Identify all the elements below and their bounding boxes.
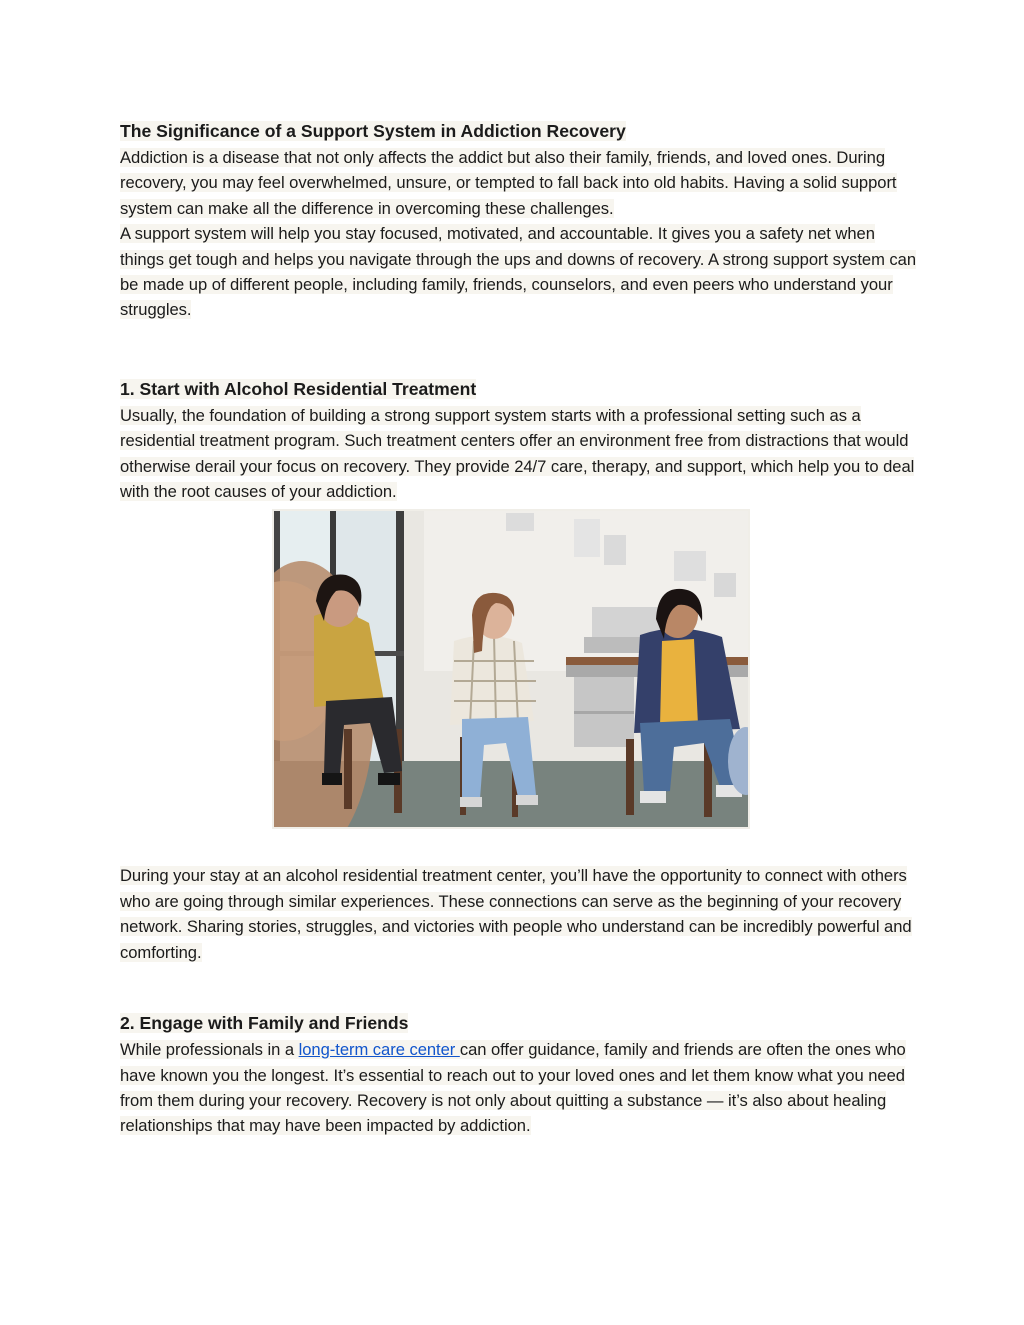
paragraph-residential-treatment: Usually, the foundation of building a strong support system starts with a professional setting such as a residential treatment program. Such treatment centers offer an environment free from distractions that would otherwise derail your focus on recovery. They provide 24/7 care, therapy, and support, which help you to deal with the root causes of your addiction. [120, 405, 915, 502]
paragraph-recovery-network: During your stay at an alcohol residential treatment center, you’ll have the opportunity to connect with others who are going through similar experiences. These connections can serve as the beginning of your recovery network. Sharing stories, struggles, and victories with people who understand can be incredibly powerful and comforting. [120, 866, 912, 962]
document-page [120, 118, 920, 1139]
long-term-care-center-link[interactable]: long-term care center [298, 1040, 460, 1060]
paragraph-intro: Addiction is a disease that not only affects the addict but also their family, friends, and loved ones. During recovery, you may feel overwhelmed, unsure, or tempted to fall back into old habits. Having a solid support system can make all the difference in overcoming these challenges. [120, 148, 897, 218]
section-heading-family-friends: 2. Engage with Family and Friends [120, 1013, 409, 1034]
section-heading-support-system: The Significance of a Support System in Addiction Recovery [120, 121, 626, 141]
paragraph-family-friends [120, 1037, 920, 1139]
section-heading-residential-treatment: 1. Start with Alcohol Residential Treatment [120, 378, 477, 399]
paragraph-text-before-link: While professionals in a [120, 1040, 299, 1060]
paragraph-text-after-link: can offer guidance, family and friends are often the ones who have known you the longest. It’s essential to reach out to your loved ones and let them know what you need from them during your recovery. Recovery is not only about quitting a substance — it’s also about healing relationships that may have been impacted by addiction. [120, 1040, 906, 1136]
paragraph-support-system: A support system will help you stay focused, motivated, and accountable. It gives you a safety net when things get tough and helps you navigate through the ups and downs of recovery. A strong support system can be made up of different people, including family, friends, counselors, and even peers who understand your struggles. [120, 224, 917, 320]
group-therapy-photo [272, 509, 750, 829]
